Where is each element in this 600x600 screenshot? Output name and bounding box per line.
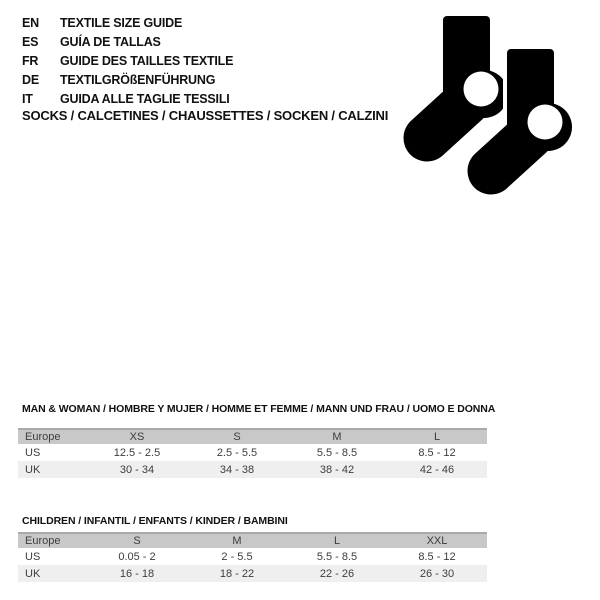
column-header: S (233, 431, 241, 443)
language-label: GUIDA ALLE TAGLIE TESSILI (60, 91, 230, 106)
size-cell: 16 - 18 (119, 567, 155, 580)
column-header: L (333, 535, 341, 547)
table-title: CHILDREN / INFANTIL / ENFANTS / KINDER / BAMBINI (22, 515, 288, 527)
language-label: GUÍA DE TALLAS (60, 34, 161, 49)
size-cell: 18 - 22 (219, 567, 255, 580)
size-cell: 2 - 5.5 (221, 550, 253, 563)
language-label: GUIDE DES TAILLES TEXTILE (60, 53, 234, 68)
size-cell: 12.5 - 2.5 (113, 446, 161, 459)
language-code: IT (22, 91, 33, 106)
size-cell: 5.5 - 8.5 (316, 446, 358, 459)
row-label: UK (25, 567, 41, 580)
language-code: EN (22, 15, 39, 30)
language-list (22, 13, 233, 108)
size-cell: 34 - 38 (219, 463, 255, 476)
table-row-uk (18, 565, 487, 582)
column-header: L (433, 431, 441, 443)
column-header: Europe (25, 431, 61, 443)
language-row-fr (22, 51, 233, 70)
size-cell: 0.05 - 2 (118, 550, 156, 563)
row-label: US (25, 446, 41, 459)
language-code: DE (22, 72, 39, 87)
size-cell: 42 - 46 (419, 463, 455, 476)
row-label: US (25, 550, 41, 563)
table-row-uk (18, 461, 487, 478)
size-cell: 8.5 - 12 (418, 446, 456, 459)
column-header: S (133, 535, 141, 547)
column-header: XXL (426, 535, 448, 547)
size-cell: 8.5 - 12 (418, 550, 456, 563)
language-label: TEXTILGRÖßENFÜHRUNG (60, 72, 216, 87)
size-cell: 38 - 42 (319, 463, 355, 476)
column-header: XS (129, 431, 145, 443)
column-header: Europe (25, 535, 61, 547)
language-code: ES (22, 34, 39, 49)
column-header: M (232, 535, 242, 547)
category-title: SOCKS / CALCETINES / CHAUSSETTES / SOCKEN / CALZINI (22, 108, 389, 123)
column-header: M (332, 431, 342, 443)
language-row-it (22, 89, 233, 108)
size-table-man-woman (18, 403, 496, 478)
socks-icon (400, 10, 578, 196)
size-table-children (18, 515, 487, 582)
size-cell: 26 - 30 (419, 567, 455, 580)
table-header-row (18, 532, 487, 548)
language-row-en (22, 13, 233, 32)
size-cell: 5.5 - 8.5 (316, 550, 358, 563)
size-cell: 22 - 26 (319, 567, 355, 580)
row-label: UK (25, 463, 41, 476)
size-cell: 2.5 - 5.5 (216, 446, 258, 459)
size-cell: 30 - 34 (119, 463, 155, 476)
socks-icon-svg (400, 10, 578, 196)
language-code: FR (22, 53, 39, 68)
language-row-de (22, 70, 233, 89)
table-header-row (18, 428, 487, 444)
table-row-us (18, 548, 487, 565)
table-row-us (18, 444, 487, 461)
table-title: MAN & WOMAN / HOMBRE Y MUJER / HOMME ET FEMME / MANN UND FRAU / UOMO E DONNA (22, 403, 496, 415)
language-row-es (22, 32, 233, 51)
language-label: TEXTILE SIZE GUIDE (60, 15, 183, 30)
